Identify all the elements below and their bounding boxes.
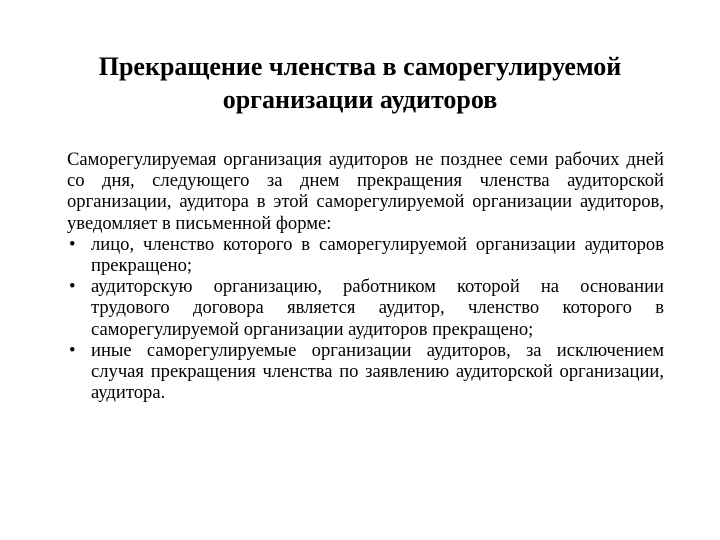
bullet-list [67,234,664,404]
slide-body [67,149,664,403]
slide-title-line-2: организации аудиторов [222,85,498,114]
bullet-text: иные саморегулируемые организации аудиторов, за исключением случая прекращения членства по заявлению аудиторской организации, аудитора. [91,339,664,404]
slide-title [40,50,680,116]
bullet-item [67,340,664,404]
slide-title-line-1: Прекращение членства в саморегулируемой [98,52,622,81]
bullet-icon: • [69,339,76,361]
bullet-icon: • [69,233,76,255]
bullet-item [67,234,664,276]
bullet-text: аудиторскую организацию, работником которой на основании трудового договора является аудитор, членство которого в саморегулируемой организации аудиторов прекращено; [91,276,664,340]
bullet-text: лицо, членство которого в саморегулируемой организации аудиторов прекращено; [91,233,664,277]
bullet-item [67,276,664,340]
intro-paragraph: Саморегулируемая организация аудиторов не позднее семи рабочих дней со дня, следующего за днем прекращения членства аудиторской организации, аудитора в этой саморегулируемой организации аудиторов, уведомляет в письменной форме: [67,149,664,234]
bullet-icon: • [69,276,76,298]
